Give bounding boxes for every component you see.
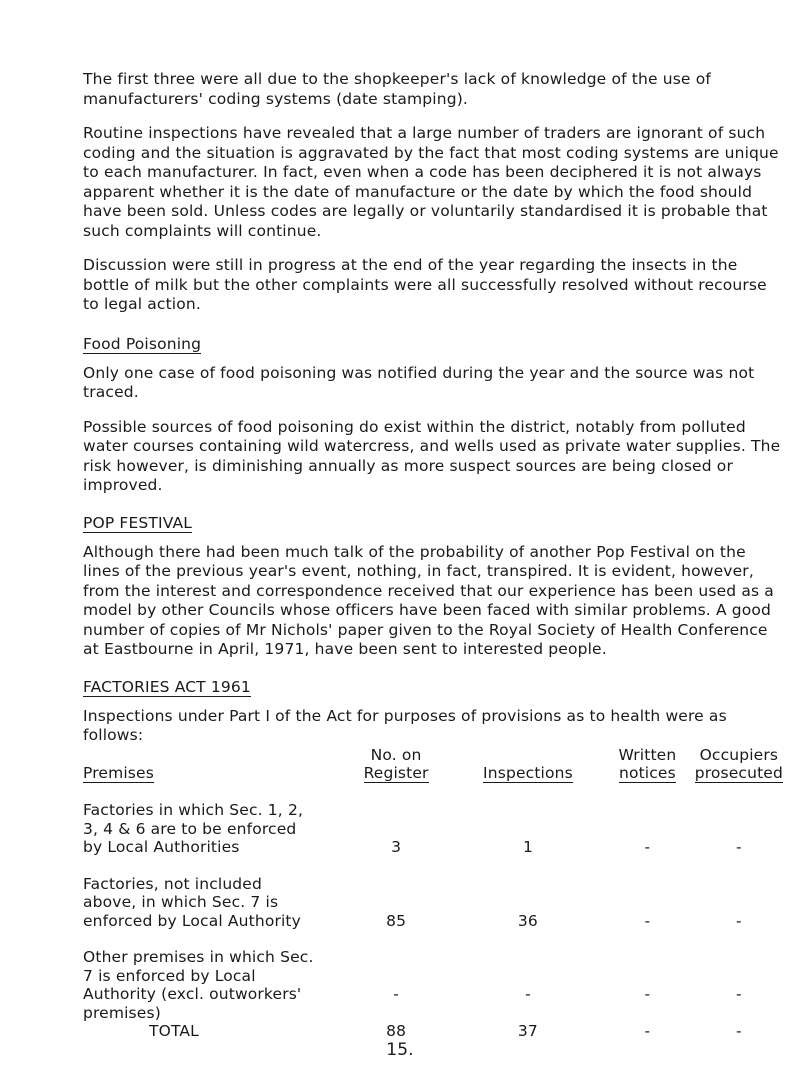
table-row bbox=[83, 948, 783, 1022]
section-food-poisoning bbox=[83, 332, 783, 496]
cell-register: 3 bbox=[391, 838, 402, 856]
cell-register: - bbox=[393, 985, 399, 1003]
row-label-line: Factories, not included bbox=[83, 874, 262, 893]
cell-prosecuted: - bbox=[735, 911, 742, 930]
header-notices-top: Written bbox=[618, 745, 677, 764]
row-label-line: 3, 4 & 6 are to be enforced bbox=[83, 819, 297, 838]
total-label: TOTAL bbox=[149, 1022, 199, 1040]
cell-prosecuted: - bbox=[735, 838, 742, 856]
header-register-top: No. on bbox=[370, 745, 422, 764]
table-row bbox=[83, 875, 783, 931]
row-label-line: Authority (excl. outworkers' bbox=[83, 985, 302, 1003]
heading-food-poisoning: Food Poisoning bbox=[83, 334, 202, 353]
factories-table bbox=[83, 746, 783, 1041]
paragraph-coding: The first three were all due to the shopkeeper's lack of knowledge of the use of manufacturers' coding systems (date stamping). bbox=[83, 70, 711, 108]
total-notices: - bbox=[644, 1022, 651, 1040]
table-header-row bbox=[83, 764, 783, 783]
header-prosecuted: prosecuted bbox=[694, 764, 783, 782]
header-occupiers-top: Occupiers bbox=[699, 745, 779, 764]
paragraph-discussion: Discussion were still in progress at the end of the year regarding the insects in the bottle of milk but the other complaints were all successfully resolved without recourse to legal action. bbox=[83, 256, 767, 313]
document-page bbox=[83, 70, 783, 1054]
header-premises: Premises bbox=[83, 764, 154, 782]
header-inspections: Inspections bbox=[483, 764, 573, 782]
section-factories-act bbox=[83, 675, 783, 1041]
row-label-line: premises) bbox=[83, 1003, 161, 1022]
row-label-line: enforced by Local Authority bbox=[83, 911, 301, 930]
row-label-line: above, in which Sec. 7 is bbox=[83, 893, 279, 911]
header-register: Register bbox=[363, 764, 429, 782]
table-header-row-top bbox=[83, 746, 783, 765]
paragraph-routine-inspections: Routine inspections have revealed that a large number of traders are ignorant of such coding and the situation is aggravated by the fact that most coding systems are unique to each manufacturer. In fact, even when a code has been deciphered it is not always apparent whether it is the date of manufacture or the date by which the food should have been sold. Unless codes are legally or voluntarily standardised it is probable that such complaints will continue. bbox=[83, 124, 779, 240]
row-label-line: 7 is enforced by Local bbox=[83, 966, 256, 985]
table-row-total bbox=[83, 1022, 783, 1041]
row-label-line: Other premises in which Sec. bbox=[83, 948, 314, 966]
cell-inspections: 1 bbox=[522, 838, 533, 856]
total-inspections: 37 bbox=[517, 1022, 538, 1040]
cell-inspections: - bbox=[525, 985, 531, 1003]
row-label-line: by Local Authorities bbox=[83, 838, 240, 856]
section-pop-festival bbox=[83, 511, 783, 660]
page-number: 15. bbox=[386, 1040, 414, 1060]
paragraph-factories-intro: Inspections under Part I of the Act for purposes of provisions as to health were as follows: bbox=[83, 706, 727, 744]
paragraph-food-poisoning-sources: Possible sources of food poisoning do exist within the district, notably from polluted water courses containing wild watercress, and wells used as private water supplies. The risk however, is diminishing annually as more suspect sources are being closed or improved. bbox=[83, 417, 781, 494]
total-register: 88 bbox=[386, 1022, 407, 1040]
cell-prosecuted: - bbox=[735, 985, 742, 1003]
header-notices: notices bbox=[618, 764, 676, 782]
paragraph-food-poisoning-case: Only one case of food poisoning was notified during the year and the source was not traced. bbox=[83, 363, 755, 401]
cell-inspections: 36 bbox=[517, 911, 538, 930]
table-row bbox=[83, 801, 783, 857]
total-prosecuted: - bbox=[735, 1022, 742, 1040]
cell-register: 85 bbox=[386, 911, 407, 930]
row-label-line: Factories in which Sec. 1, 2, bbox=[83, 801, 304, 819]
cell-notices: - bbox=[644, 911, 651, 930]
heading-factories-act: FACTORIES ACT 1961 bbox=[83, 677, 251, 696]
cell-notices: - bbox=[644, 838, 651, 856]
paragraph-pop-festival: Although there had been much talk of the probability of another Pop Festival on the lines of the previous year's event, nothing, in fact, transpired. It is evident, however, from the interest and correspondence received that our experience has been used as a model by other Councils whose officers have been faced with similar problems. A good number of copies of Mr Nichols' paper given to the Royal Society of Health Conference at Eastbourne in April, 1971, have been sent to interested people. bbox=[83, 542, 774, 658]
heading-pop-festival: POP FESTIVAL bbox=[83, 513, 193, 532]
cell-notices: - bbox=[644, 985, 651, 1003]
